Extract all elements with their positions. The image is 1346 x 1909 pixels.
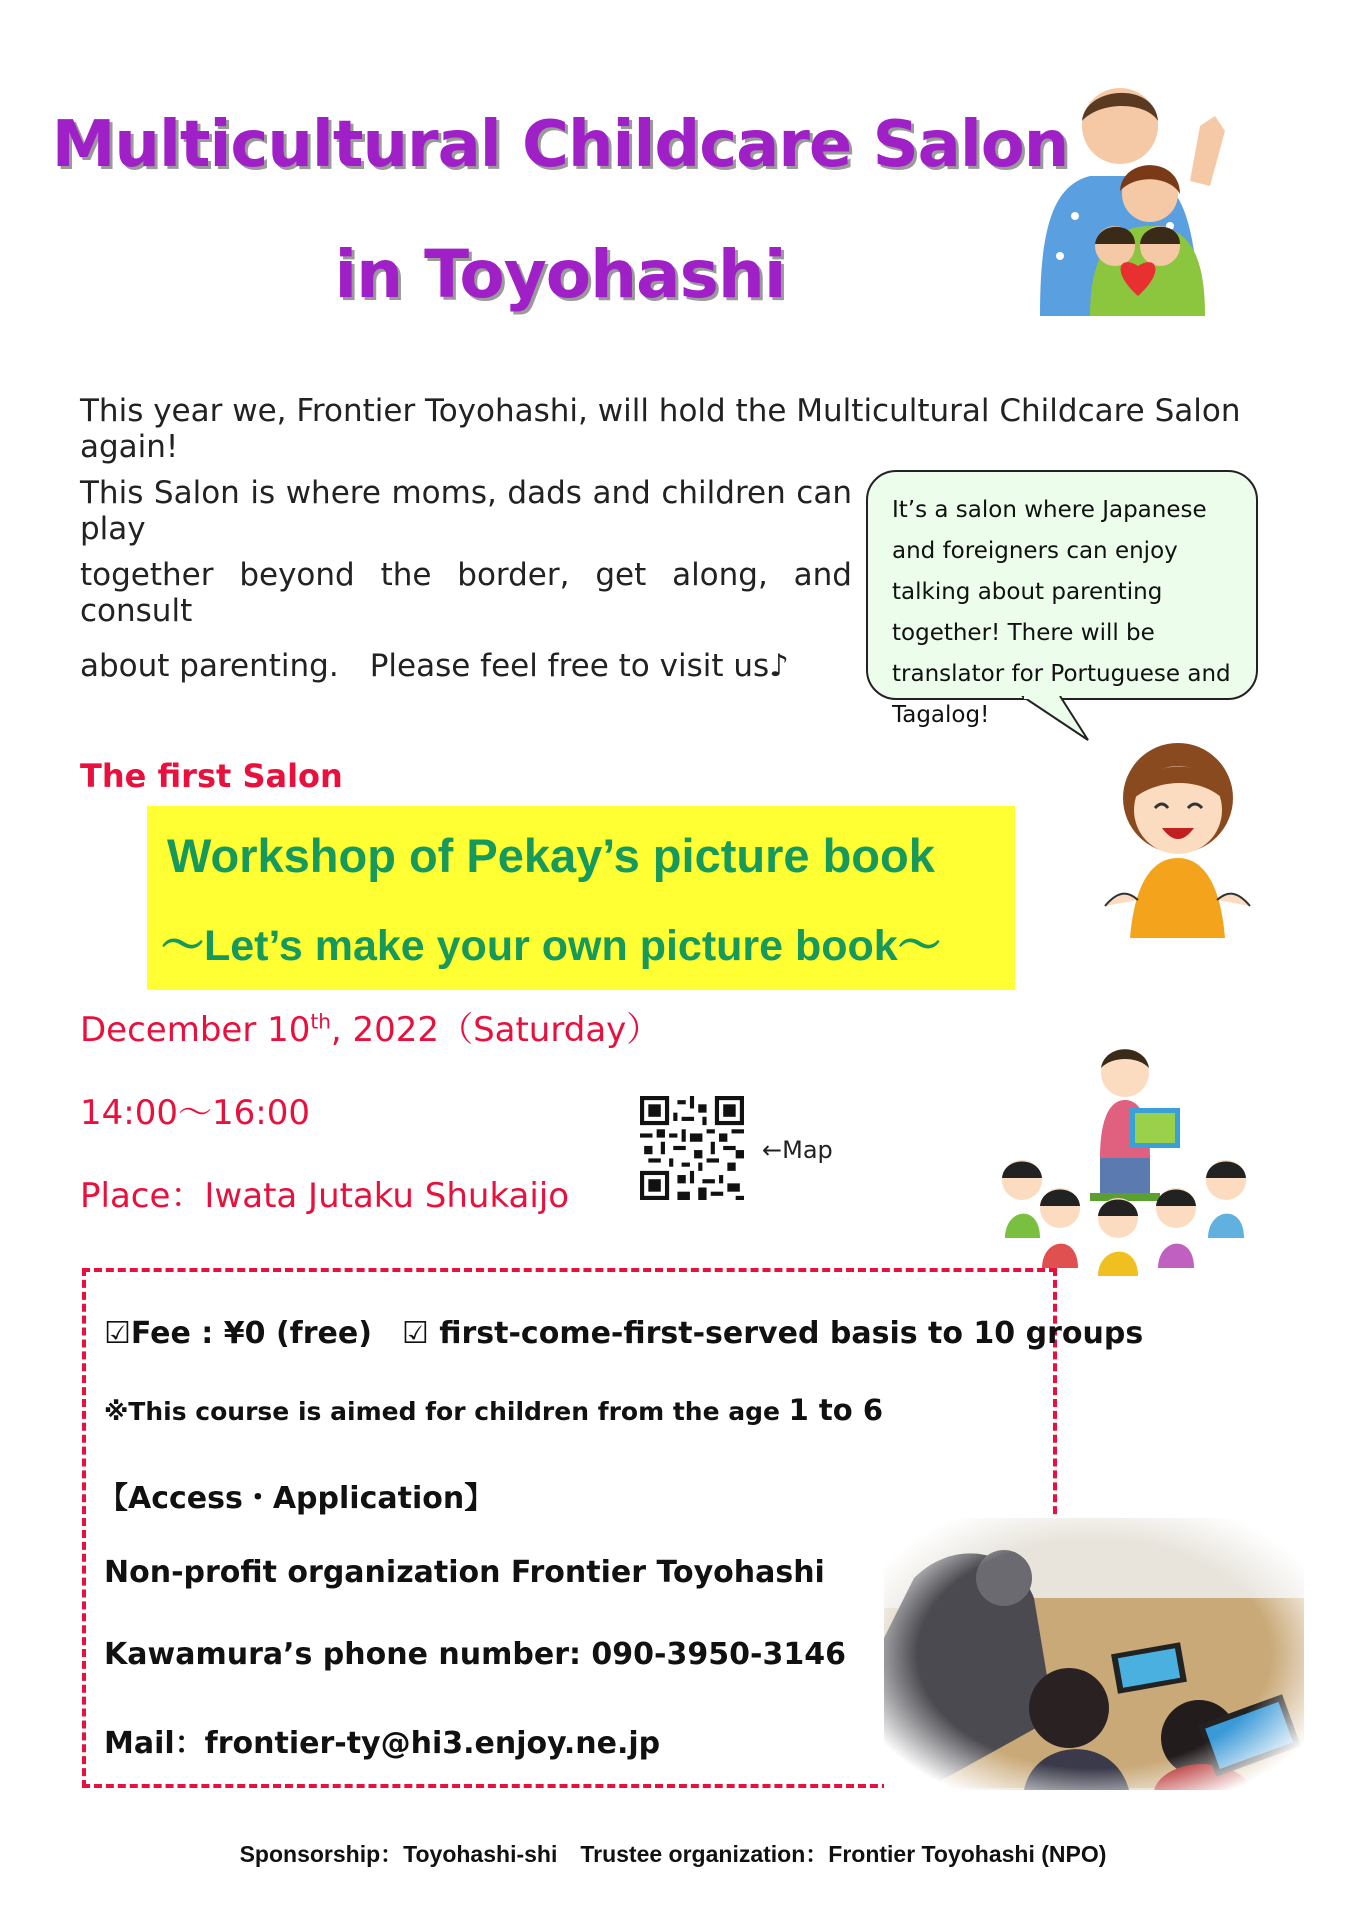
access-heading: 【Access・Application】: [98, 1481, 495, 1516]
speech-bubble: [866, 470, 1258, 728]
page-title-line2: in Toyohashi: [334, 236, 786, 313]
speech-bubble-text: It’s a salon where Japanese and foreigners can enjoy talking about parenting together! There will be translator for Portuguese and Tagalog!: [892, 497, 1231, 728]
speech-bubble-tail: [1020, 696, 1090, 742]
phone-number: Kawamura’s phone number: 090-3950-3146: [104, 1637, 846, 1672]
woman-illustration: [1100, 728, 1255, 938]
intro-line-3: together beyond the border, get along, and consult: [80, 557, 852, 629]
workshop-subtitle: 〜Let’s make your own picture book〜: [161, 922, 941, 970]
family-illustration: [1030, 66, 1230, 321]
event-date-rest: , 2022（Saturday）: [330, 1010, 661, 1050]
storytime-illustration: [990, 1038, 1260, 1278]
age-range: 1 to 6: [788, 1393, 883, 1427]
event-date: [80, 1002, 660, 1051]
event-time: 14:00〜16:00: [80, 1093, 310, 1133]
intro-line-4: about parenting. Please feel free to visit us♪: [80, 648, 789, 684]
age-note: [104, 1393, 883, 1427]
organization-name: Non-profit organization Frontier Toyohashi: [104, 1555, 825, 1590]
footer-sponsorship: Sponsorship：Toyohashi-shi Trustee organization：Frontier Toyohashi (NPO): [239, 1841, 1107, 1867]
workshop-banner: [147, 806, 1015, 990]
event-date-ordinal: th: [310, 1009, 331, 1034]
qr-code-icon[interactable]: [640, 1096, 744, 1200]
workshop-title: Workshop of Pekay’s picture book: [167, 829, 935, 882]
fee-info: ☑Fee : ¥0 (free) ☑ first-come-first-served basis to 10 groups: [104, 1316, 1144, 1351]
intro-line-1: This year we, Frontier Toyohashi, will hold the Multicultural Childcare Salon again!: [80, 393, 1241, 465]
age-note-text: ※This course is aimed for children from the age: [104, 1397, 789, 1426]
mail-address[interactable]: Mail：frontier-ty@hi3.enjoy.ne.jp: [104, 1726, 661, 1761]
map-label: ←Map: [762, 1136, 833, 1164]
intro-line-2: This Salon is where moms, dads and children can play: [80, 475, 852, 547]
page-title-line1: Multicultural Childcare Salon: [51, 108, 1069, 182]
event-place: Place：Iwata Jutaku Shukaijo: [80, 1176, 570, 1216]
event-date-main: December 10: [80, 1010, 311, 1050]
event-heading: The first Salon: [80, 757, 343, 795]
workshop-photo: [884, 1518, 1304, 1790]
